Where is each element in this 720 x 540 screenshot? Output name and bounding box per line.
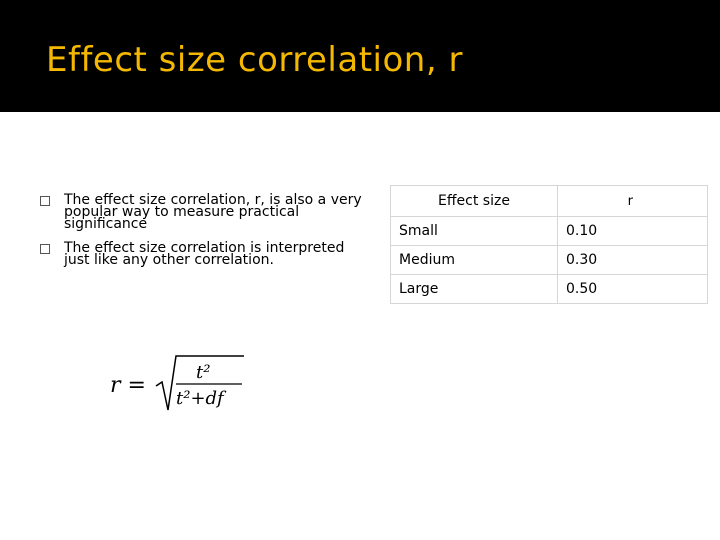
formula-denominator: t²+df bbox=[176, 388, 224, 409]
bullet-text: The effect size correlation is interpreted just like any other correlation. bbox=[64, 240, 345, 268]
bullet-box-icon bbox=[40, 244, 50, 254]
title-bar bbox=[0, 0, 720, 112]
slide-title: Effect size correlation, r bbox=[46, 40, 463, 80]
bullet-item bbox=[40, 242, 370, 266]
bullet-list bbox=[40, 194, 370, 278]
table-cell: Large bbox=[391, 275, 558, 304]
table-cell: 0.30 bbox=[558, 246, 708, 275]
bullet-box-icon bbox=[40, 196, 50, 206]
table-header-row bbox=[391, 186, 708, 217]
header-r: r bbox=[558, 186, 708, 217]
table-row bbox=[391, 246, 708, 275]
formula-numerator: t² bbox=[196, 362, 211, 383]
table-cell: 0.50 bbox=[558, 275, 708, 304]
table-row bbox=[391, 275, 708, 304]
effect-size-table bbox=[390, 185, 708, 304]
bullet-item bbox=[40, 194, 370, 230]
table-cell: Medium bbox=[391, 246, 558, 275]
table-cell: Small bbox=[391, 217, 558, 246]
table-cell: 0.10 bbox=[558, 217, 708, 246]
header-effect-size: Effect size bbox=[391, 186, 558, 217]
table-row bbox=[391, 217, 708, 246]
effect-size-formula bbox=[110, 352, 250, 416]
formula-lhs: r = bbox=[110, 373, 146, 398]
bullet-text: The effect size correlation, r, is also a very popular way to measure practical significance bbox=[64, 192, 362, 232]
